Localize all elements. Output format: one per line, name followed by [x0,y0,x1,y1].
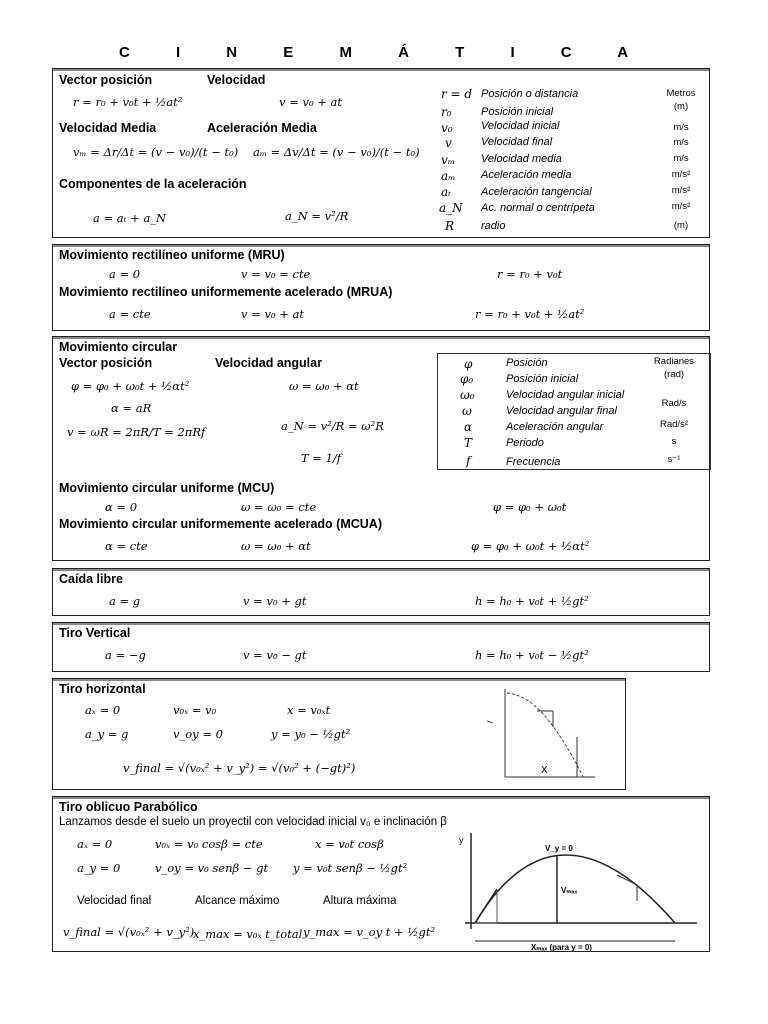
section-free-fall [52,568,710,616]
formula-horizontal-ax: aₓ = 0 [85,703,121,717]
formula-oblique-vox: v₀ₓ = v₀ cosβ = cte [155,837,263,851]
formula-mcua-alpha: α = cte [105,539,148,553]
formula-oblique-y: y = v₀t senβ − ½gt² [293,861,408,875]
symbol-table-circular [437,353,711,470]
table-unit: m/s [673,122,689,133]
section-oblique-shot [52,796,710,952]
formula-normal-acceleration: a_N = v²/R [285,209,349,223]
table-unit: (m) [673,220,689,231]
formula-alpha-ar: α = aR [111,401,152,415]
formula-v-omega: v = ωR = 2πR/T = 2πRf [67,425,206,439]
horizontal-trajectory-figure [479,681,625,787]
heading-mcu: Movimiento circular uniforme (MCU) [59,481,275,495]
table-description: Posición inicial [481,106,554,118]
table-unit: Rad/s² [660,419,688,430]
table-unit: m/s [673,153,689,164]
table-unit: m/s² [671,201,691,212]
formula-oblique-vfinal: v_final = √(v₀ₓ² + v_y²) [63,925,195,939]
formula-phi: φ = φ₀ + ω₀t + ½αt² [71,379,190,393]
label-final-velocity: Velocidad final [77,895,152,907]
table-symbol: φ [464,357,473,371]
formula-mcu-phi: φ = φ₀ + ω₀t [493,500,567,514]
heading-position-vector: Vector posición [59,73,153,87]
parabolic-trajectory-figure [457,831,709,951]
heading-circular-motion: Movimiento circular [59,340,178,354]
table-description: Posición [506,357,548,369]
table-description: Aceleración media [481,169,572,181]
section-mru [52,244,710,331]
table-description: Posición o distancia [481,88,579,100]
table-unit: s⁻¹ [667,454,681,465]
label-max-range: Alcance máximo [195,895,280,907]
formula-horizontal-vox: v₀ₓ = v₀ [173,703,217,717]
heading-velocity: Velocidad [207,73,266,87]
table-description: radio [481,220,506,232]
table-description: Aceleración angular [506,421,604,433]
table-description: Velocidad inicial [481,120,560,132]
heading-mru: Movimiento rectilíneo uniforme (MRU) [59,248,285,262]
heading-angular-position: Vector posición [59,356,153,370]
section-general [52,68,710,238]
heading-mrua: Movimiento rectilíneo uniformemente acelerado (MRUA) [59,285,393,299]
table-description: Periodo [506,437,544,449]
diagram-x-label: X [541,765,548,776]
heading-mean-acceleration: Aceleración Media [207,121,317,135]
diagram-vy-zero-label: V_y = 0 [545,844,573,853]
section-horizontal-shot [52,678,626,790]
formula-mcu-alpha: α = 0 [105,500,138,514]
table-unit: s [671,436,677,447]
formula-mru-r: r = r₀ + v₀t [497,267,563,281]
table-symbol: α [464,420,473,434]
formula-vertical-h: h = h₀ + v₀t − ½gt² [475,648,589,662]
formula-mean-acceleration: aₘ = Δv/Δt = (v − v₀)/(t − t₀) [253,145,420,159]
oblique-intro: Lanzamos desde el suelo un proyectil con velocidad inicial v₀ e inclinación β [59,816,447,828]
heading-angular-velocity: Velocidad angular [215,356,322,370]
formula-mru-a: a = 0 [109,267,141,281]
formula-mcua-omega: ω = ω₀ + αt [241,539,311,553]
table-description: Velocidad angular inicial [506,389,625,401]
formula-mean-velocity: vₘ = Δr/Δt = (v − v₀)/(t − t₀) [73,145,239,159]
table-symbol: T [464,436,473,450]
formula-horizontal-y: y = y₀ − ½gt² [271,727,351,741]
formula-oblique-x: x = v₀t cosβ [315,837,384,851]
formula-oblique-ay: a_y = 0 [77,861,121,875]
horizontal-shot-diagram [479,681,625,787]
formula-normal-circular: a_N = v²/R = ω²R [281,419,384,433]
label-max-height: Altura máxima [323,895,397,907]
table-symbol: v [445,136,452,150]
formula-oblique-ymax: y_max = v_oy t + ½gt² [303,925,436,939]
page-title: C I N E M Á T I C A [118,44,650,61]
table-description: Velocidad media [481,153,562,165]
heading-free-fall: Caída libre [59,572,123,586]
table-description: Ac. normal o centrípeta [481,202,595,214]
table-unit: m/s² [671,169,691,180]
formula-horizontal-ay: a_y = g [85,727,129,741]
table-symbol: ω [462,404,472,418]
formula-oblique-voy: v_oy = v₀ senβ − gt [155,861,269,875]
formula-vertical-a: a = −g [105,648,146,662]
table-unit: (m) [673,101,689,112]
formula-oblique-xmax: x_max = v₀ₓ t_total [193,927,303,941]
formula-free-fall-a: a = g [109,594,141,608]
table-unit: Metros [666,88,696,99]
diagram-xmax-label: Xₘₐₓ (para y = 0) [531,943,592,951]
formula-horizontal-x: x = v₀ₓt [287,703,331,717]
table-unit: Rad/s [661,398,687,409]
section-circular [52,336,710,561]
formula-acceleration-sum: a = aₜ + a_N [93,211,167,225]
formula-period: T = 1/f [301,451,342,465]
table-symbol: f [466,454,471,468]
formula-omega: ω = ω₀ + αt [289,379,359,393]
formula-position: r = r₀ + v₀t + ½at² [73,95,183,109]
formula-horizontal-voy: v_oy = 0 [173,727,223,741]
formula-mru-v: v = v₀ = cte [241,267,311,281]
formula-free-fall-v: v = v₀ + gt [243,594,307,608]
table-description: Velocidad angular final [506,405,617,417]
diagram-y-label: y [459,835,464,845]
table-symbol: R [445,219,455,233]
formula-free-fall-h: h = h₀ + v₀t + ½gt² [475,594,589,608]
table-symbol: v₀ [441,121,453,135]
formula-vertical-v: v = v₀ − gt [243,648,307,662]
table-unit: m/s [673,137,689,148]
table-symbol: aₘ [441,169,456,183]
heading-horizontal-shot: Tiro horizontal [59,682,146,696]
table-symbol: ω₀ [460,388,475,402]
table-unit: (rad) [663,369,685,380]
diagram-vmax-label: Vₘₐₓ [561,886,578,895]
table-symbol: a_N [439,201,463,215]
table-symbol: vₘ [441,153,456,167]
heading-mean-velocity: Velocidad Media [59,121,157,135]
table-description: Frecuencia [506,456,561,468]
table-symbol: aₜ [441,185,452,199]
formula-oblique-ax: aₓ = 0 [77,837,113,851]
heading-acceleration-components: Componentes de la aceleración [59,177,247,191]
section-vertical-shot [52,622,710,672]
formula-mrua-r: r = r₀ + v₀t + ½at² [475,307,585,321]
table-symbol: φ₀ [460,372,474,386]
table-symbol: r = d [441,87,473,101]
heading-vertical-shot: Tiro Vertical [59,626,131,640]
formula-velocity: v = v₀ + at [279,95,342,109]
formula-mrua-a: a = cte [109,307,151,321]
oblique-shot-diagram [457,831,709,951]
heading-mcua: Movimiento circular uniformemente acelerado (MCUA) [59,517,382,531]
formula-horizontal-vfinal: v_final = √(v₀ₓ² + v_y²) = √(v₀² + (−gt)²) [123,761,356,775]
table-description: Velocidad final [481,136,553,148]
table-description: Posición inicial [506,373,579,385]
formula-mcua-phi: φ = φ₀ + ω₀t + ½αt² [471,539,590,553]
heading-oblique-shot: Tiro oblicuo Parabólico [59,800,198,814]
table-symbol: r₀ [441,105,452,119]
table-unit: m/s² [671,185,691,196]
table-description: Aceleración tangencial [481,186,592,198]
formula-mrua-v: v = v₀ + at [241,307,304,321]
formula-mcu-omega: ω = ω₀ = cte [241,500,317,514]
table-unit: Radianes [653,356,695,367]
